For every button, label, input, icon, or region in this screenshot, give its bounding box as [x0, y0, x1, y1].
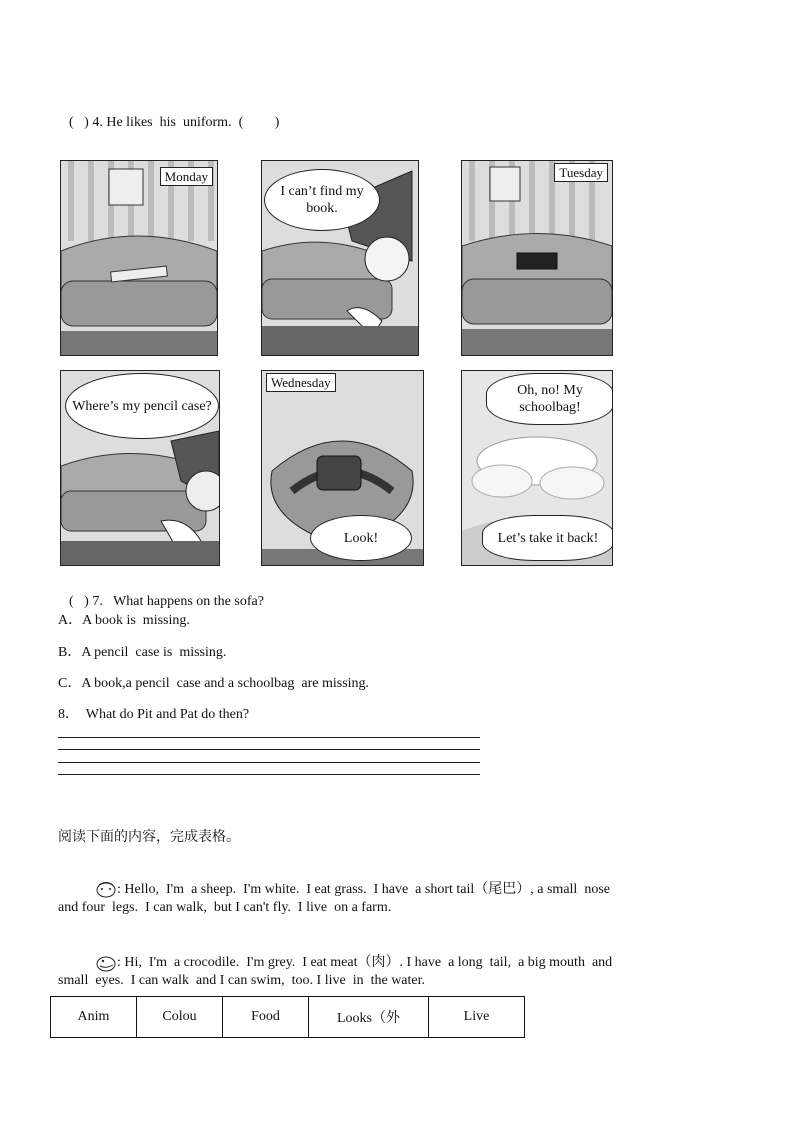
- panel-3-day-tag: Tuesday: [554, 163, 608, 182]
- q4-paren-open: (: [69, 115, 74, 130]
- crocodile-icon: [95, 954, 117, 972]
- table-header-cell: Live: [429, 997, 525, 1038]
- panel-5-speech-bubble: Look!: [310, 515, 412, 561]
- panel-2-speech-bubble: I can’t find my book.: [264, 169, 380, 231]
- comic-panel-6: [461, 370, 613, 566]
- q7-option-b: [58, 641, 226, 661]
- answer-line[interactable]: [58, 749, 480, 750]
- q7-option-letter: A．: [58, 613, 83, 628]
- comic-panel-3: [461, 160, 613, 356]
- q4-text: 4. He likes his uniform.: [92, 115, 232, 130]
- crocodile-text-1: : Hi, I'm a crocodile. I'm grey. I eat meat（肉）. I have a long tail, a big mouth and: [117, 955, 613, 970]
- panel-6-top-speech-bubble: Oh, no! My schoolbag!: [486, 373, 613, 425]
- table-header-cell: Anim: [51, 997, 137, 1038]
- q7-option-letter: B．: [58, 645, 82, 660]
- table-header-cell: Looks（外: [309, 997, 429, 1038]
- q7-option-letter: C．: [58, 676, 82, 691]
- animal-info-table: [50, 996, 525, 1038]
- answer-line[interactable]: [58, 737, 480, 738]
- q7-option-a: [58, 609, 190, 629]
- panel-1-day-tag: Monday: [160, 167, 213, 186]
- q4-answer-close: ): [274, 115, 280, 130]
- table-header-cell: Colou: [137, 997, 223, 1038]
- comic-panel-5: [261, 370, 424, 566]
- sheep-icon: [95, 881, 117, 899]
- answer-line[interactable]: [58, 762, 480, 763]
- q7-paren-close: ): [84, 594, 89, 609]
- q4-answer-open: (: [238, 115, 244, 130]
- q7-question: 7. What happens on the sofa?: [92, 594, 264, 609]
- question-7: [62, 578, 264, 610]
- question-4: [62, 99, 279, 131]
- comic-panel-1: [60, 160, 218, 356]
- comic-panel-4: [60, 370, 220, 566]
- table-header-cell: Food: [223, 997, 309, 1038]
- panel-4-speech-bubble: Where’s my pencil case?: [65, 373, 219, 439]
- sofa-with-book-illustration: [61, 161, 217, 355]
- question-8: 8． What do Pit and Pat do then?: [58, 707, 250, 722]
- comic-panel-2: [261, 160, 419, 356]
- sofa-with-pencil-case-illustration: [462, 161, 612, 355]
- answer-line[interactable]: [58, 774, 480, 775]
- sheep-paragraph-line-1: [88, 862, 610, 899]
- q7-option-c: [58, 672, 369, 692]
- q7-option-text: A pencil case is missing.: [81, 645, 227, 660]
- sheep-paragraph-line-2: and four legs. I can walk, but I can't fly. I live on a farm.: [58, 900, 392, 915]
- crocodile-paragraph-line-2: small eyes. I can walk and I can swim, too. I live in the water.: [58, 973, 426, 988]
- table-header-row: [51, 997, 525, 1038]
- q7-option-text: A book is missing.: [82, 613, 190, 628]
- q7-option-text: A book,a pencil case and a schoolbag are missing.: [81, 676, 370, 691]
- crocodile-paragraph-line-1: [88, 935, 612, 972]
- panel-6-bottom-speech-bubble: Let’s take it back!: [482, 515, 613, 561]
- q4-paren-close: ): [84, 115, 89, 130]
- panel-5-day-tag: Wednesday: [266, 373, 336, 392]
- reading-instruction: 阅读下面的内容，完成表格。: [58, 829, 240, 845]
- sheep-text-1: : Hello, I'm a sheep. I'm white. I eat grass. I have a short tail（尾巴）, a small nose: [117, 882, 610, 897]
- q7-paren-open: (: [69, 594, 74, 609]
